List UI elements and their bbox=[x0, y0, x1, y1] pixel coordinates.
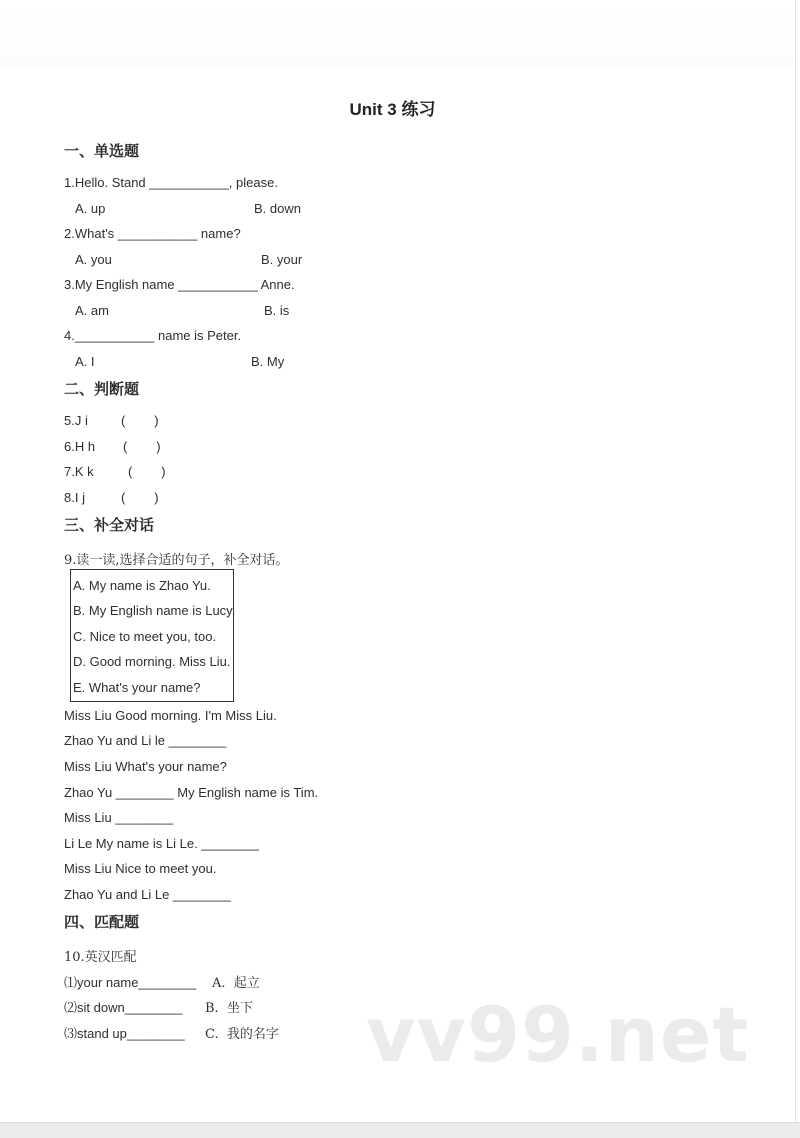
dialogue-option-e: E. What's your name? bbox=[73, 680, 201, 695]
match-left-2: ⑵sit down________ bbox=[64, 1000, 183, 1015]
judge-item-6-blank: ( ) bbox=[123, 439, 161, 454]
dialogue-line-6: Li Le My name is Li Le. ________ bbox=[64, 836, 260, 851]
question-4-option-b: B. My bbox=[251, 354, 285, 369]
match-right-a: A. 起立 bbox=[212, 976, 260, 991]
match-right-b: B. 坐下 bbox=[205, 1001, 253, 1016]
judge-item-7-label: 7.K k bbox=[64, 464, 94, 479]
question-3-stem: 3.My English name ___________ Anne. bbox=[64, 277, 295, 292]
question-2-option-b: B. your bbox=[261, 252, 303, 267]
dialogue-line-1: Miss Liu Good morning. I'm Miss Liu. bbox=[64, 708, 277, 723]
judge-item-7-blank: ( ) bbox=[128, 464, 166, 479]
dialogue-line-3: Miss Liu What's your name? bbox=[64, 759, 227, 774]
dialogue-line-8: Zhao Yu and Li Le ________ bbox=[64, 887, 231, 902]
section-heading-single-choice: 一、单选题 bbox=[64, 143, 140, 160]
dialogue-option-c: C. Nice to meet you, too. bbox=[73, 629, 217, 644]
question-1-option-a: A. up bbox=[75, 201, 106, 216]
question-2-stem: 2.What's ___________ name? bbox=[64, 226, 241, 241]
dialogue-line-5: Miss Liu ________ bbox=[64, 810, 174, 825]
dialogue-option-d: D. Good morning. Miss Liu. bbox=[73, 654, 231, 669]
page-title: Unit 3 练习 bbox=[349, 100, 436, 119]
dialogue-line-7: Miss Liu Nice to meet you. bbox=[64, 861, 217, 876]
question-10-instruction: 10.英汉匹配 bbox=[64, 950, 137, 965]
question-4-stem: 4.___________ name is Peter. bbox=[64, 328, 242, 343]
section-heading-matching: 四、匹配题 bbox=[64, 914, 140, 931]
question-1-option-b: B. down bbox=[254, 201, 301, 216]
judge-item-6-label: 6.H h bbox=[64, 439, 96, 454]
judge-item-5-label: 5.J i bbox=[64, 413, 88, 428]
judge-item-8-label: 8.I j bbox=[64, 490, 85, 505]
match-left-3: ⑶stand up________ bbox=[64, 1026, 185, 1041]
question-3-option-a: A. am bbox=[75, 303, 109, 318]
section-heading-dialogue: 三、补全对话 bbox=[64, 517, 155, 534]
question-9-instruction: 9.读一读,选择合适的句子，补全对话。 bbox=[64, 553, 289, 568]
section-heading-true-false: 二、判断题 bbox=[64, 381, 140, 398]
question-1-stem: 1.Hello. Stand ___________, please. bbox=[64, 175, 278, 190]
watermark: vv99.net bbox=[366, 990, 750, 1079]
dialogue-line-2: Zhao Yu and Li le ________ bbox=[64, 733, 227, 748]
question-3-option-b: B. is bbox=[264, 303, 290, 318]
dialogue-option-a: A. My name is Zhao Yu. bbox=[73, 578, 211, 593]
judge-item-8-blank: ( ) bbox=[121, 490, 159, 505]
match-left-1: ⑴your name________ bbox=[64, 975, 197, 990]
page-bottom-edge bbox=[0, 1122, 800, 1138]
dialogue-line-4: Zhao Yu ________ My English name is Tim. bbox=[64, 785, 319, 800]
question-4-option-a: A. I bbox=[75, 354, 95, 369]
judge-item-5-blank: ( ) bbox=[121, 413, 159, 428]
dialogue-option-b: B. My English name is Lucy. bbox=[73, 603, 236, 618]
question-2-option-a: A. you bbox=[75, 252, 112, 267]
page-top-margin bbox=[0, 0, 795, 70]
match-right-c: C. 我的名字 bbox=[205, 1027, 279, 1042]
